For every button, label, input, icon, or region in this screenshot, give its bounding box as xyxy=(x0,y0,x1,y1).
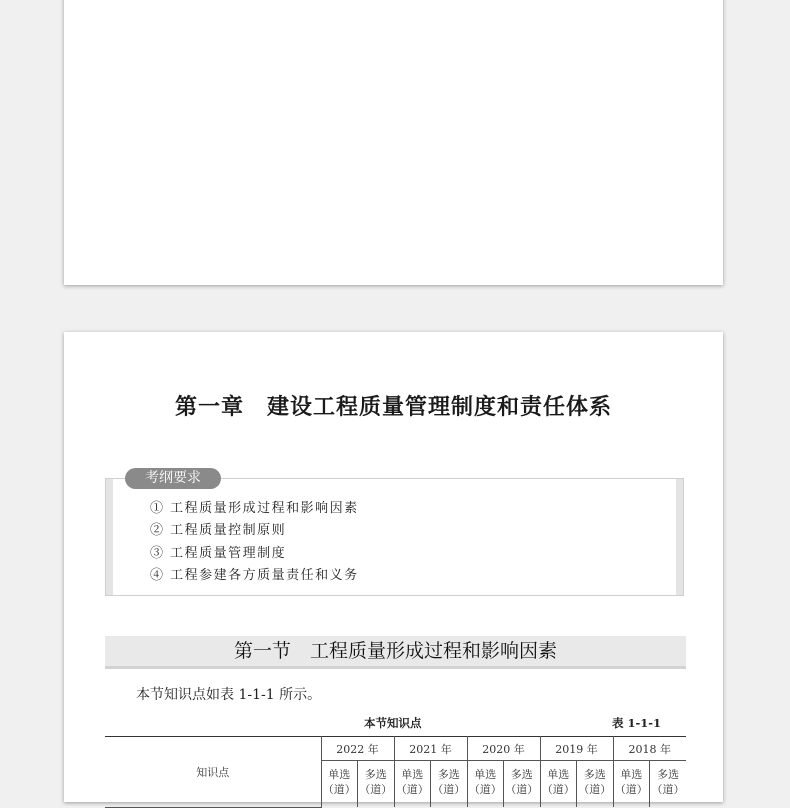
syllabus-item: ④ 工程参建各方质量责任和义务 xyxy=(150,567,359,583)
multi-choice-header: 多选（道） xyxy=(577,761,614,808)
section-title: 第一节 工程质量形成过程和影响因素 xyxy=(105,636,686,669)
chapter-title: 第一章 建设工程质量管理制度和责任体系 xyxy=(174,394,612,420)
syllabus-item: ② 工程质量控制原则 xyxy=(150,523,287,539)
year-header: 2019 年 xyxy=(540,737,613,761)
syllabus-list xyxy=(150,498,359,587)
syllabus-item: ③ 工程质量管理制度 xyxy=(150,545,287,561)
multi-choice-header: 多选（道） xyxy=(358,761,395,808)
table-caption: 本节知识点 xyxy=(364,716,422,730)
knowledge-table xyxy=(105,736,686,808)
table-header-row xyxy=(105,737,686,761)
year-header: 2018 年 xyxy=(613,737,686,761)
single-choice-header: 单选（道） xyxy=(613,761,650,808)
intro-text: 本节知识点如表 1-1-1 所示。 xyxy=(136,687,322,703)
knowledge-header: 知识点 xyxy=(105,737,321,808)
syllabus-tag: 考纲要求 xyxy=(125,468,221,489)
previous-page xyxy=(64,0,723,285)
current-page xyxy=(64,332,723,802)
multi-choice-header: 多选（道） xyxy=(650,761,687,808)
syllabus-item: ① 工程质量形成过程和影响因素 xyxy=(150,501,359,516)
year-header: 2021 年 xyxy=(394,737,467,761)
year-header: 2022 年 xyxy=(321,737,394,761)
table-number: 表 1-1-1 xyxy=(611,716,661,730)
single-choice-header: 单选（道） xyxy=(394,761,431,808)
single-choice-header: 单选（道） xyxy=(467,761,504,808)
multi-choice-header: 多选（道） xyxy=(504,761,541,808)
multi-choice-header: 多选（道） xyxy=(431,761,468,808)
single-choice-header: 单选（道） xyxy=(540,761,577,808)
single-choice-header: 单选（道） xyxy=(321,761,358,808)
year-header: 2020 年 xyxy=(467,737,540,761)
